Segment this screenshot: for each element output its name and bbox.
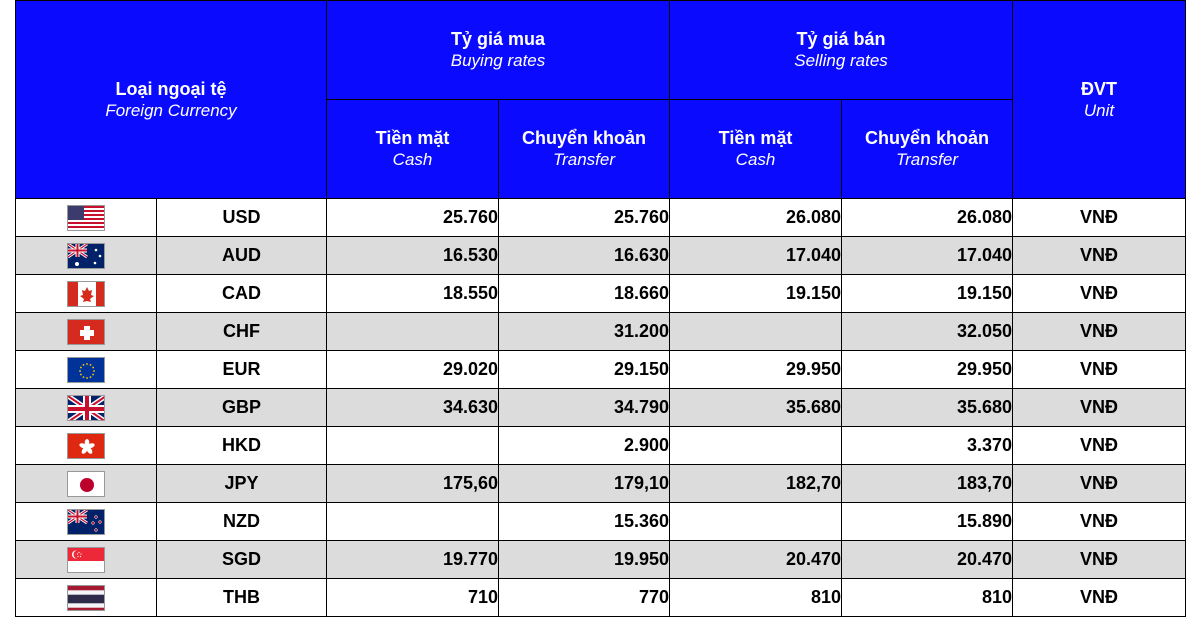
buy-cash-cell (327, 503, 499, 541)
buy-cash-cell: 19.770 (327, 541, 499, 579)
unit-cell: VNĐ (1013, 427, 1186, 465)
table-row (16, 313, 1186, 351)
flag-cell (16, 275, 157, 313)
sell-transfer-cell: 3.370 (842, 427, 1013, 465)
sell-cash-cell (670, 427, 842, 465)
buy-cash-cell: 16.530 (327, 237, 499, 275)
sell-transfer-cell: 15.890 (842, 503, 1013, 541)
buy-transfer-header (499, 100, 670, 199)
unit-header-subtitle: Unit (1083, 100, 1115, 120)
sell-cash-cell: 29.950 (670, 351, 842, 389)
table-row (16, 427, 1186, 465)
buy-transfer-cell: 31.200 (499, 313, 670, 351)
sell-transfer-subtitle: Transfer (895, 150, 959, 169)
unit-cell: VNĐ (1013, 313, 1186, 351)
unit-cell: VNĐ (1013, 541, 1186, 579)
flag-cell (16, 541, 157, 579)
currency-code-cell: NZD (157, 503, 327, 541)
buy-transfer-cell: 770 (499, 579, 670, 617)
table-row (16, 237, 1186, 275)
sg-flag-icon (67, 547, 105, 573)
buy-transfer-subtitle: Transfer (552, 150, 616, 169)
unit-header (1013, 1, 1186, 199)
buy-cash-cell (327, 427, 499, 465)
table-row (16, 199, 1186, 237)
buying-header-title: Tỷ giá mua (451, 29, 546, 49)
table-row (16, 351, 1186, 389)
flag-cell (16, 579, 157, 617)
buy-transfer-cell: 18.660 (499, 275, 670, 313)
sell-cash-cell: 19.150 (670, 275, 842, 313)
unit-header-title: ĐVT (1081, 78, 1118, 99)
buy-transfer-cell: 25.760 (499, 199, 670, 237)
flag-cell (16, 389, 157, 427)
table-row (16, 503, 1186, 541)
ch-flag-icon (67, 319, 105, 345)
unit-cell: VNĐ (1013, 579, 1186, 617)
currency-code-cell: AUD (157, 237, 327, 275)
sell-cash-title: Tiền mặt (718, 128, 793, 148)
buy-cash-cell: 25.760 (327, 199, 499, 237)
currency-code-cell: USD (157, 199, 327, 237)
buy-cash-cell: 34.630 (327, 389, 499, 427)
flag-cell (16, 313, 157, 351)
buy-transfer-cell: 34.790 (499, 389, 670, 427)
selling-header-subtitle: Selling rates (794, 51, 888, 70)
sell-transfer-header (842, 100, 1013, 199)
sell-transfer-title: Chuyển khoản (865, 128, 990, 148)
unit-cell: VNĐ (1013, 503, 1186, 541)
hk-flag-icon (67, 433, 105, 459)
table-row (16, 465, 1186, 503)
currency-code-cell: EUR (157, 351, 327, 389)
ca-flag-icon (67, 281, 105, 307)
us-flag-icon (67, 205, 105, 231)
buy-transfer-title: Chuyển khoản (522, 128, 647, 148)
currency-code-cell: GBP (157, 389, 327, 427)
sell-transfer-cell: 810 (842, 579, 1013, 617)
buy-cash-cell: 710 (327, 579, 499, 617)
flag-cell (16, 199, 157, 237)
jp-flag-icon (67, 471, 105, 497)
sell-transfer-cell: 183,70 (842, 465, 1013, 503)
buy-cash-cell: 175,60 (327, 465, 499, 503)
flag-cell (16, 351, 157, 389)
exchange-rate-table (15, 0, 1186, 617)
buy-transfer-cell: 29.150 (499, 351, 670, 389)
sell-cash-cell (670, 313, 842, 351)
buy-transfer-cell: 19.950 (499, 541, 670, 579)
sell-cash-cell (670, 503, 842, 541)
buy-cash-subtitle: Cash (392, 150, 433, 169)
rate-rows (16, 199, 1186, 617)
currency-header-subtitle: Foreign Currency (105, 100, 237, 120)
sell-transfer-cell: 32.050 (842, 313, 1013, 351)
currency-header (16, 1, 327, 199)
th-flag-icon (67, 585, 105, 611)
flag-cell (16, 503, 157, 541)
buy-transfer-cell: 179,10 (499, 465, 670, 503)
buy-transfer-cell: 2.900 (499, 427, 670, 465)
unit-cell: VNĐ (1013, 199, 1186, 237)
currency-code-cell: SGD (157, 541, 327, 579)
currency-code-cell: HKD (157, 427, 327, 465)
sell-transfer-cell: 35.680 (842, 389, 1013, 427)
buying-header-subtitle: Buying rates (450, 51, 546, 70)
buy-cash-title: Tiền mặt (375, 128, 450, 148)
buy-cash-cell: 18.550 (327, 275, 499, 313)
currency-header-title: Loại ngoại tệ (115, 78, 227, 99)
flag-cell (16, 465, 157, 503)
sell-cash-cell: 810 (670, 579, 842, 617)
sell-cash-header (670, 100, 842, 199)
sell-cash-cell: 182,70 (670, 465, 842, 503)
currency-code-cell: JPY (157, 465, 327, 503)
gb-flag-icon (67, 395, 105, 421)
buy-transfer-cell: 15.360 (499, 503, 670, 541)
sell-cash-cell: 35.680 (670, 389, 842, 427)
unit-cell: VNĐ (1013, 275, 1186, 313)
sell-transfer-cell: 19.150 (842, 275, 1013, 313)
currency-code-cell: CHF (157, 313, 327, 351)
sell-cash-cell: 26.080 (670, 199, 842, 237)
unit-cell: VNĐ (1013, 389, 1186, 427)
flag-cell (16, 237, 157, 275)
currency-code-cell: CAD (157, 275, 327, 313)
buy-cash-cell (327, 313, 499, 351)
eu-flag-icon (67, 357, 105, 383)
buying-rates-header (327, 1, 670, 100)
currency-code-cell: THB (157, 579, 327, 617)
table-row (16, 579, 1186, 617)
selling-header-title: Tỷ giá bán (796, 29, 886, 49)
table-row (16, 541, 1186, 579)
table-row (16, 275, 1186, 313)
buy-cash-cell: 29.020 (327, 351, 499, 389)
unit-cell: VNĐ (1013, 465, 1186, 503)
sell-cash-cell: 20.470 (670, 541, 842, 579)
sell-cash-cell: 17.040 (670, 237, 842, 275)
au-flag-icon (67, 243, 105, 269)
sell-transfer-cell: 17.040 (842, 237, 1013, 275)
flag-cell (16, 427, 157, 465)
buy-transfer-cell: 16.630 (499, 237, 670, 275)
sell-transfer-cell: 26.080 (842, 199, 1013, 237)
nz-flag-icon (67, 509, 105, 535)
buy-cash-header (327, 100, 499, 199)
unit-cell: VNĐ (1013, 351, 1186, 389)
sell-transfer-cell: 29.950 (842, 351, 1013, 389)
sell-transfer-cell: 20.470 (842, 541, 1013, 579)
sell-cash-subtitle: Cash (735, 150, 776, 169)
unit-cell: VNĐ (1013, 237, 1186, 275)
table-row (16, 389, 1186, 427)
selling-rates-header (670, 1, 1013, 100)
